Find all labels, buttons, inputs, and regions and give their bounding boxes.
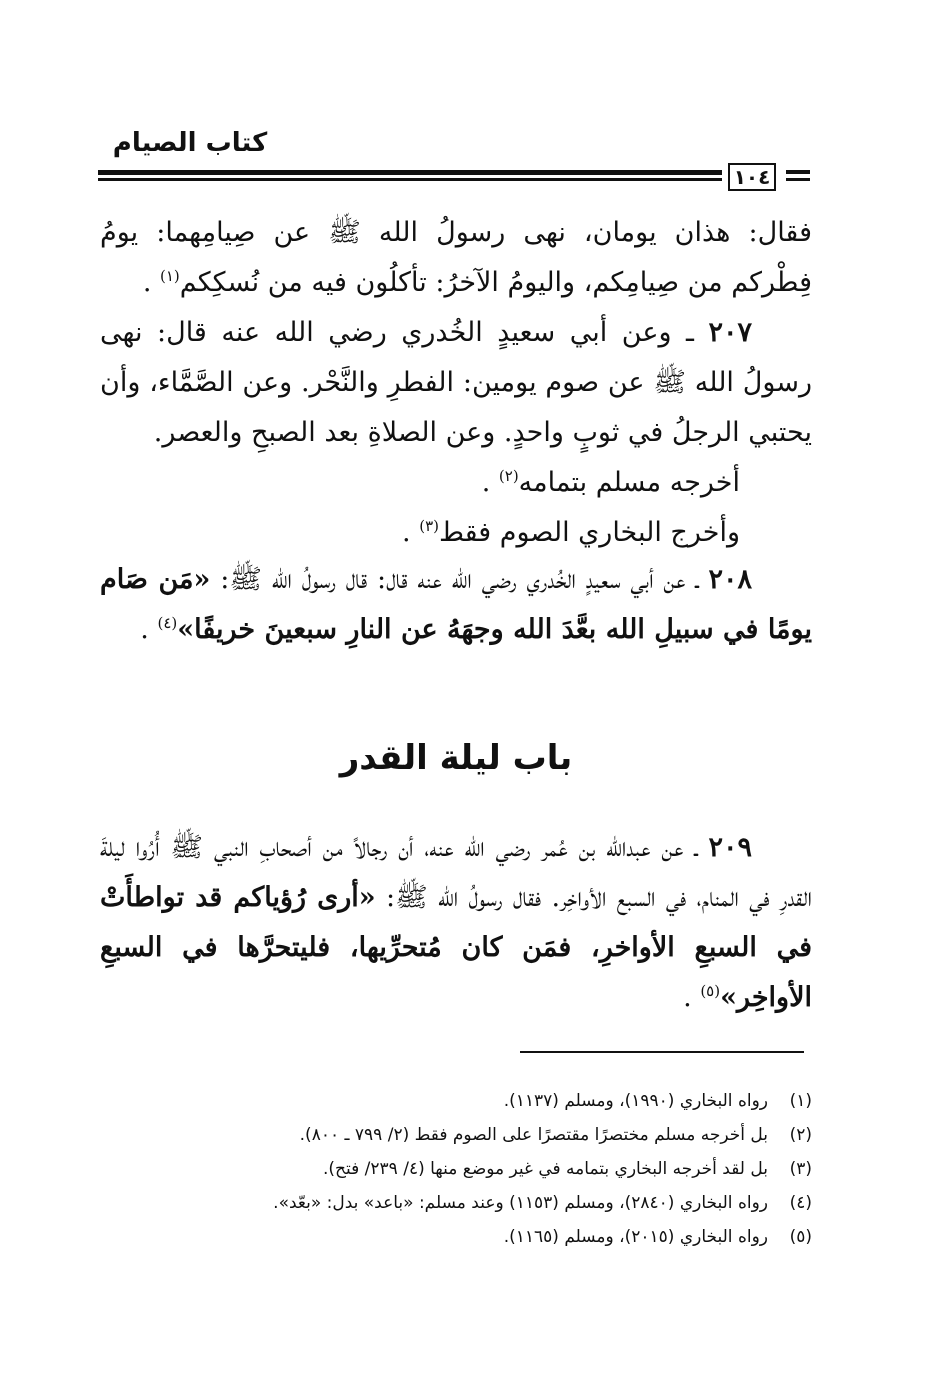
- footnote-ref-4: (٤): [157, 614, 178, 632]
- footnote-text: بل لقد أخرجه البخاري بتمامه في غير موضع منها (٤/ ٢٣٩/ فتح).: [322, 1159, 768, 1179]
- hadith-number: ٢٠٨: [708, 564, 752, 595]
- hadith-number: ٢٠٧: [708, 317, 752, 348]
- hadith-number: ٢٠٩: [708, 832, 752, 863]
- footnote: [100, 1220, 812, 1254]
- footnote-number: (٢): [789, 1125, 812, 1145]
- footnote: [100, 1084, 812, 1118]
- footnote-text: رواه البخاري (٢٨٤٠)، ومسلم (١١٥٣) وعند مسلم: «باعد» بدل: «بعّد».: [273, 1193, 768, 1213]
- continuation-paragraph: فقال: هذان يومان، نهى رسولُ الله ﷺ عن صِيامِهما: يومُ فِطْركم من صِيامِكم، واليومُ الآخرُ: تأكلُون فيه من نُسكِكم$^{(١)}$ .: [100, 217, 812, 298]
- hadith-209: ٢٠٩ ـ عن عبدالله بن عُمر رضي الله عنه، أن رجالاً من أصحابِ النبي ﷺ أُرُوا ليلةَ القدرِ في المنام، في السبع الأواخِر. فقال رسولُ الله ﷺ: «أرى رُؤياكم قد تواطأَتْ في السبعِ الأواخرِ، فمَن كان مُتحرِّيها، فليتحرَّها في السبعِ الأواخِر»$^{(٥)}$ .: [100, 832, 812, 1013]
- hadith-text: ـ وعن أبي سعيدٍ الخُدري رضي الله عنه قال: نهى رسولُ الله ﷺ عن صوم يومين: الفطرِ والنَّحْر. وعن الصَّمَّاء، وأن يحتبي الرجلُ في ثوبٍ واحدٍ. وعن الصلاةِ بعد الصبحِ والعصر.: [100, 317, 812, 448]
- prophetic-quote: «مَن صَام يومًا في سبيلِ الله بعَّدَ الله وجهَهُ عن النارِ سبعينَ خريفًا»: [100, 564, 812, 645]
- continuation-text: فقال: هذان يومان، نهى رسولُ الله ﷺ عن صِيامِهما: يومُ فِطْركم من صِيامِكم، واليومُ الآخرُ: تأكلُون فيه من نُسكِكم: [100, 217, 812, 298]
- footnote-ref-3: (٣): [419, 517, 439, 535]
- running-title: كتاب الصيام: [112, 128, 268, 158]
- footnote-ref-5: (٥): [700, 982, 721, 1000]
- page-number: ١٠٤: [728, 163, 776, 191]
- footnote-separator: [520, 1051, 804, 1053]
- takhrij-note: وأخرج البخاري الصوم فقط: [438, 517, 740, 548]
- prophetic-quote: «أرى رُؤياكم قد تواطأَتْ في السبعِ الأواخرِ، فمَن كان مُتحرِّيها، فليتحرَّها في السبعِ الأواخِر»: [100, 882, 812, 1013]
- footnotes-list: [100, 1084, 812, 1254]
- header-rule-right-top: [786, 170, 810, 174]
- footnote-number: (٤): [789, 1193, 812, 1213]
- footnote-number: (٣): [789, 1159, 812, 1179]
- header-rule-right-bottom: [786, 178, 810, 181]
- footnote-ref-1: (١): [159, 267, 180, 285]
- hadith-208: ٢٠٨ ـ عن أبي سعيدٍ الخُدري رضي الله عنه قال: قال رسولُ الله ﷺ: «مَن صَام يومًا في سبيلِ الله بعَّدَ الله وجهَهُ عن النارِ سبعينَ خريفًا»$^{(٤)}$ .: [100, 564, 812, 645]
- footnote: [100, 1186, 812, 1220]
- footnote-number: (١): [789, 1091, 812, 1111]
- footnote-text: رواه البخاري (١٩٩٠)، ومسلم (١١٣٧).: [503, 1091, 768, 1111]
- header-rule-top: [98, 170, 722, 175]
- hadith-text: ـ عن أبي سعيدٍ الخُدري رضي الله عنه قال: قال رسولُ الله ﷺ:: [220, 564, 699, 595]
- footnote-ref-2: (٢): [498, 467, 519, 485]
- chapter-heading: باب ليلة القدر: [339, 738, 573, 778]
- takhrij-note: أخرجه مسلم بتمامه: [518, 467, 740, 498]
- footnote-text: رواه البخاري (٢٠١٥)، ومسلم (١١٦٥).: [503, 1227, 768, 1247]
- footnote: [100, 1118, 812, 1152]
- header-rule-bottom: [98, 178, 722, 181]
- hadith-207: ٢٠٧ ـ وعن أبي سعيدٍ الخُدري رضي الله عنه قال: نهى رسولُ الله ﷺ عن صوم يومين: الفطرِ والنَّحْر. وعن الصَّمَّاء، وأن يحتبي الرجلُ في ثوبٍ واحدٍ. وعن الصلاةِ بعد الصبحِ والعصر. أخرجه مسلم بتمامه$^{(٢)}$ . وأخرج البخاري الصوم فقط$^{(٣)}$ .: [100, 317, 812, 548]
- footnote-text: بل أخرجه مسلم مختصرًا مقتصرًا على الصوم فقط (٢/ ٧٩٩ ـ ٨٠٠).: [299, 1125, 768, 1145]
- hadith-text: ـ عن عبدالله بن عُمر رضي الله عنه، أن رجالاً من أصحابِ النبي ﷺ أُرُوا ليلةَ القدرِ في المنام، في السبع الأواخِر. فقال رسولُ الله ﷺ:: [100, 832, 812, 913]
- footnote: [100, 1152, 812, 1186]
- footnote-number: (٥): [789, 1227, 812, 1247]
